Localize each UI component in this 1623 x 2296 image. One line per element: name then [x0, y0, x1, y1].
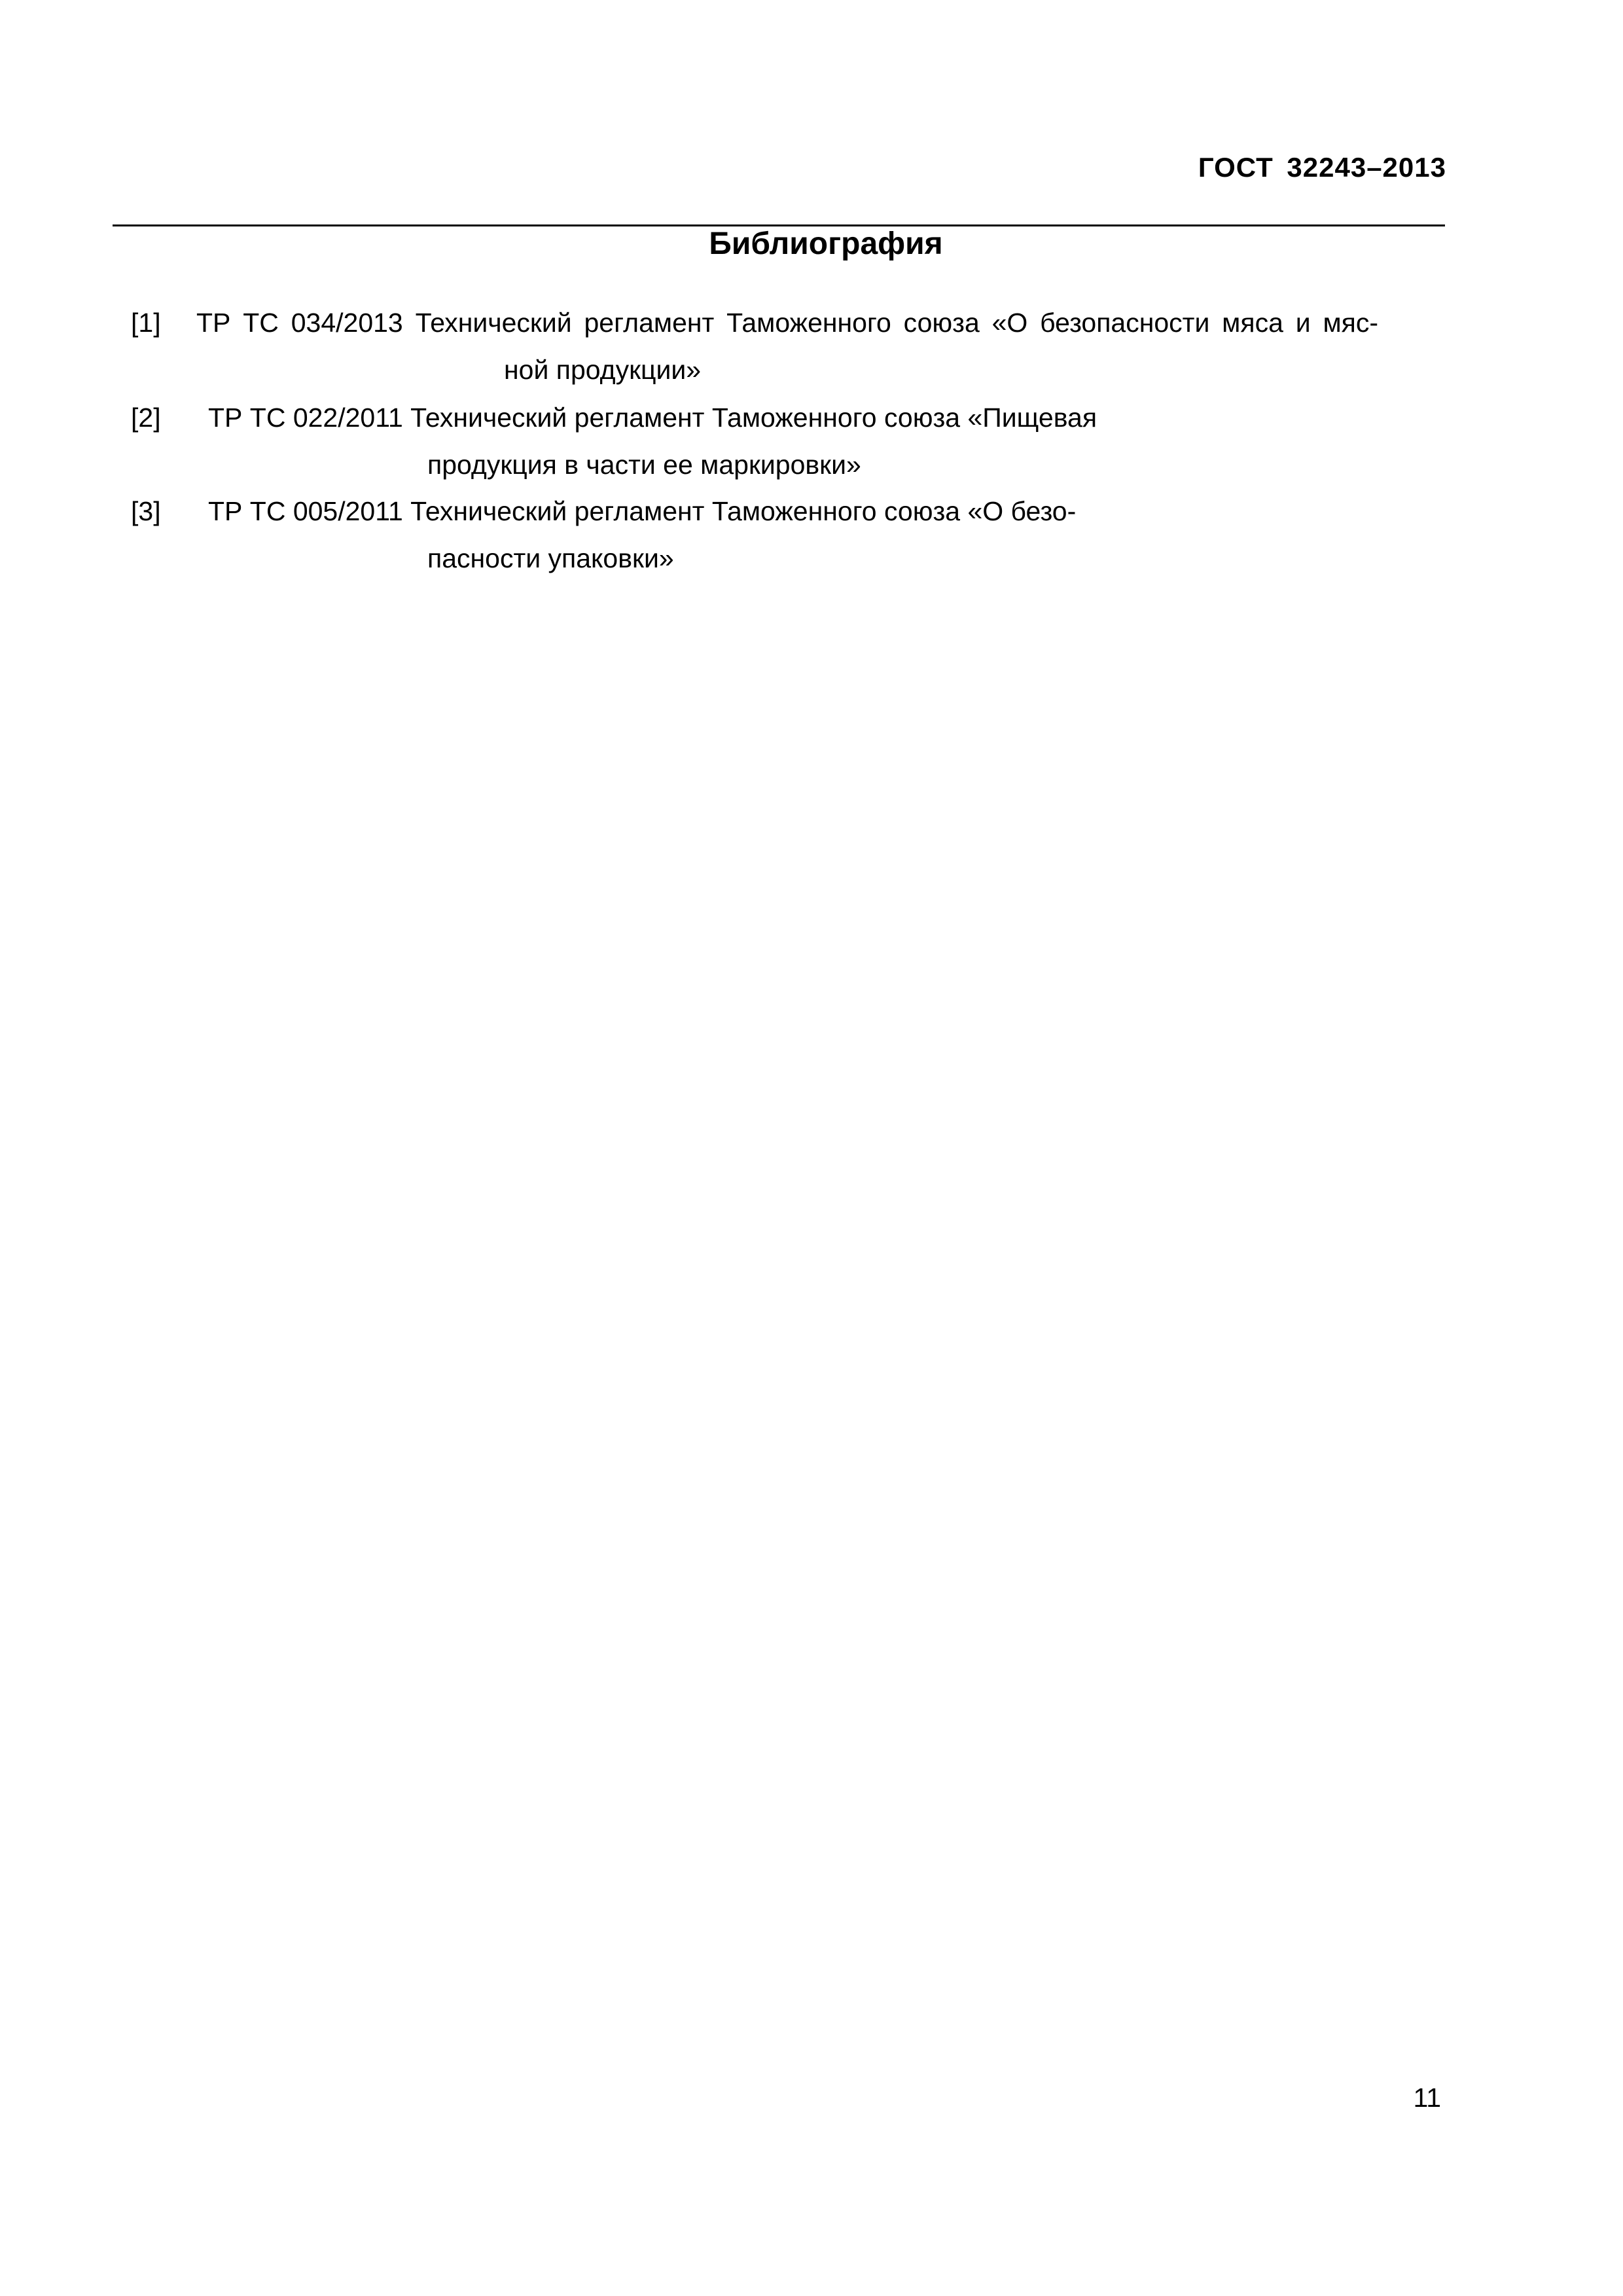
- entry-text-line: ТР ТС 034/2013 Технический регламент Таможенного союза «О безопасности мяса и мяс-: [196, 308, 1378, 338]
- entry-number: [1]: [131, 308, 161, 338]
- entry-number: [2]: [131, 403, 161, 433]
- entry-text-line: продукция в части ее маркировки»: [427, 450, 861, 480]
- entry-text-line: пасности упаковки»: [427, 543, 674, 573]
- entry-text-line: ТР ТС 022/2011 Технический регламент Таможенного союза «Пищевая: [208, 403, 1097, 433]
- section-title: Библиография: [709, 226, 943, 261]
- page-number: 11: [1413, 2083, 1441, 2113]
- entry-text-line: ной продукции»: [504, 355, 702, 385]
- entry-text-line: ТР ТС 005/2011 Технический регламент Таможенного союза «О безо-: [208, 496, 1077, 526]
- entry-number: [3]: [131, 496, 161, 526]
- document-code: ГОСТ 32243–2013: [1198, 152, 1446, 183]
